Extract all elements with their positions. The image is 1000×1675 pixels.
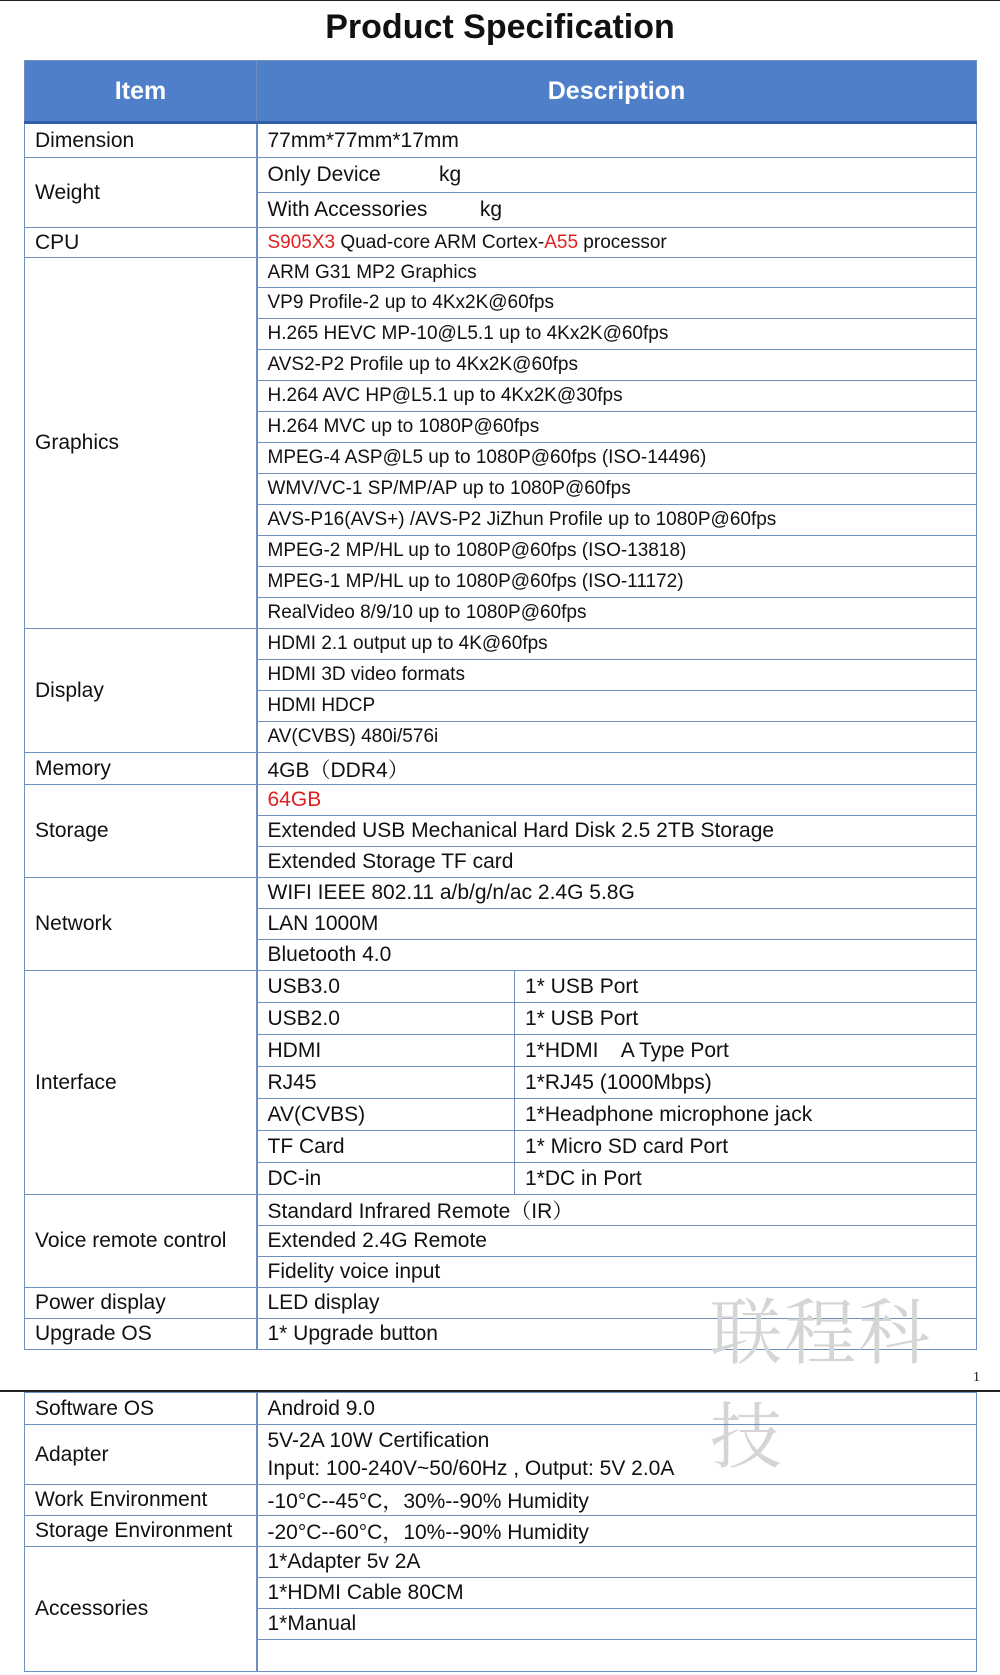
table-row	[25, 753, 977, 785]
table-row	[25, 1393, 977, 1425]
port-spec: 1*RJ45 (1000Mbps)	[515, 1067, 977, 1099]
port-name: TF Card	[257, 1131, 515, 1163]
row-label: Software OS	[25, 1393, 257, 1425]
table-header-row	[25, 61, 977, 123]
row-value: H.264 AVC HP@L5.1 up to 4Kx2K@30fps	[257, 381, 977, 412]
table-row	[25, 629, 977, 660]
cpu-text: processor	[578, 231, 667, 253]
row-label: Storage Environment	[25, 1516, 257, 1547]
row-value: Fidelity voice input	[257, 1257, 977, 1288]
table-row	[25, 123, 977, 158]
spec-table-continued	[24, 1392, 977, 1672]
page-number: 1	[973, 1370, 980, 1385]
port-spec: 1*HDMI A Type Port	[515, 1035, 977, 1067]
table-row	[25, 785, 977, 816]
row-label: Power display	[25, 1288, 257, 1319]
row-value: Extended Storage TF card	[257, 847, 977, 878]
row-label: Dimension	[25, 123, 257, 158]
row-value: Extended 2.4G Remote	[257, 1226, 977, 1257]
port-spec: 1*Headphone microphone jack	[515, 1099, 977, 1131]
table-row	[25, 158, 977, 193]
row-value: AVS-P16(AVS+) /AVS-P2 JiZhun Profile up to 1080P@60fps	[257, 505, 977, 536]
row-value: -20°C--60°C，10%--90% Humidity	[257, 1516, 977, 1547]
row-value: -10°C--45°C，30%--90% Humidity	[257, 1485, 977, 1516]
company-watermark: 联程科技	[710, 1291, 933, 1479]
adapter-line: 5V-2A 10W Certification	[267, 1428, 490, 1452]
port-name: USB3.0	[257, 971, 515, 1003]
row-label: Voice remote control	[25, 1195, 257, 1288]
row-value: HDMI HDCP	[257, 691, 977, 722]
row-value: 1*HDMI Cable 80CM	[257, 1578, 977, 1609]
row-value: LAN 1000M	[257, 909, 977, 940]
row-value: 1* Upgrade button	[257, 1319, 977, 1350]
table-row	[25, 1547, 977, 1578]
table-row	[25, 228, 977, 258]
table-row	[25, 878, 977, 909]
row-value: AVS2-P2 Profile up to 4Kx2K@60fps	[257, 350, 977, 381]
row-label: Upgrade OS	[25, 1319, 257, 1350]
spec-table	[24, 60, 977, 1350]
table-row	[25, 971, 977, 1003]
row-label: Graphics	[25, 258, 257, 629]
row-value	[257, 1425, 977, 1485]
row-label: Display	[25, 629, 257, 753]
row-value: H.265 HEVC MP-10@L5.1 up to 4Kx2K@60fps	[257, 319, 977, 350]
port-spec: 1*DC in Port	[515, 1163, 977, 1195]
row-value: Standard Infrared Remote（IR）	[257, 1195, 977, 1226]
row-label: Weight	[25, 158, 257, 228]
port-name: AV(CVBS)	[257, 1099, 515, 1131]
row-value: WIFI IEEE 802.11 a/b/g/n/ac 2.4G 5.8G	[257, 878, 977, 909]
table-row	[25, 258, 977, 288]
row-label: Storage	[25, 785, 257, 878]
cpu-model: S905X3	[267, 231, 336, 253]
port-name: USB2.0	[257, 1003, 515, 1035]
row-value: 1*Adapter 5v 2A	[257, 1547, 977, 1578]
row-value: With Accessories kg	[257, 193, 977, 228]
row-value	[257, 228, 977, 258]
row-value: MPEG-4 ASP@L5 up to 1080P@60fps (ISO-14496)	[257, 443, 977, 474]
row-label: Adapter	[25, 1425, 257, 1485]
row-value: 1*Manual	[257, 1609, 977, 1640]
port-name: HDMI	[257, 1035, 515, 1067]
row-value: VP9 Profile-2 up to 4Kx2K@60fps	[257, 288, 977, 319]
row-value: ARM G31 MP2 Graphics	[257, 258, 977, 288]
port-spec: 1* USB Port	[515, 1003, 977, 1035]
header-description: Description	[257, 61, 977, 123]
row-value: HDMI 3D video formats	[257, 660, 977, 691]
row-label: Interface	[25, 971, 257, 1195]
table-row	[25, 1485, 977, 1516]
row-value	[257, 1640, 977, 1672]
cpu-text: Quad-core ARM Cortex-	[335, 231, 545, 253]
row-value: MPEG-1 MP/HL up to 1080P@60fps (ISO-11172)	[257, 567, 977, 598]
port-spec: 1* USB Port	[515, 971, 977, 1003]
row-value: HDMI 2.1 output up to 4K@60fps	[257, 629, 977, 660]
row-value: 77mm*77mm*17mm	[257, 123, 977, 158]
cpu-core: A55	[544, 231, 579, 253]
row-value: Only Device kg	[257, 158, 977, 193]
row-value: MPEG-2 MP/HL up to 1080P@60fps (ISO-13818)	[257, 536, 977, 567]
row-value: WMV/VC-1 SP/MP/AP up to 1080P@60fps	[257, 474, 977, 505]
table-row	[25, 1195, 977, 1226]
row-label: Accessories	[25, 1547, 257, 1672]
top-rule	[0, 0, 1000, 1]
row-label: Network	[25, 878, 257, 971]
table-row	[25, 1425, 977, 1485]
header-item: Item	[25, 61, 257, 123]
port-spec: 1* Micro SD card Port	[515, 1131, 977, 1163]
port-name: RJ45	[257, 1067, 515, 1099]
page-title: Product Specification	[325, 8, 675, 46]
row-value: Bluetooth 4.0	[257, 940, 977, 971]
row-label: CPU	[25, 228, 257, 258]
row-value: AV(CVBS) 480i/576i	[257, 722, 977, 753]
row-value: Android 9.0	[257, 1393, 977, 1425]
row-value: 4GB（DDR4）	[257, 753, 977, 785]
row-value: Extended USB Mechanical Hard Disk 2.5 2TB Storage	[257, 816, 977, 847]
row-value: RealVideo 8/9/10 up to 1080P@60fps	[257, 598, 977, 629]
table-row	[25, 1516, 977, 1547]
row-value: H.264 MVC up to 1080P@60fps	[257, 412, 977, 443]
port-name: DC-in	[257, 1163, 515, 1195]
row-label: Memory	[25, 753, 257, 785]
row-label: Work Environment	[25, 1485, 257, 1516]
row-value: LED display	[257, 1288, 977, 1319]
row-value: 64GB	[257, 785, 977, 816]
adapter-line: Input: 100-240V~50/60Hz , Output: 5V 2.0A	[267, 1456, 675, 1480]
